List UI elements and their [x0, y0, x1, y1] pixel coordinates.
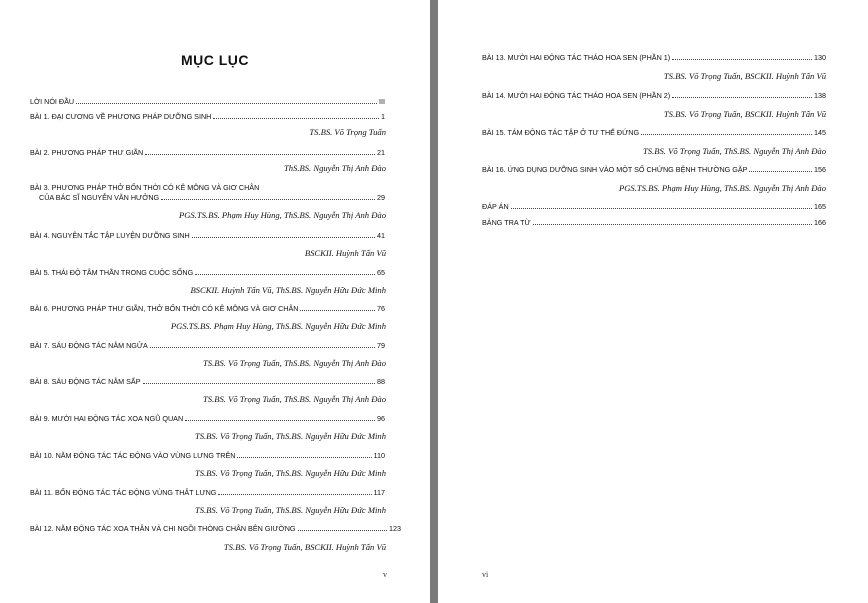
dot-leader: [195, 273, 375, 275]
toc-entry-title: BÀI 4. NGUYÊN TẮC TẬP LUYỆN DƯỠNG SINH: [30, 231, 190, 240]
toc-entry-bai-12[interactable]: [30, 524, 401, 533]
toc-author: TS.BS. Võ Trọng Tuấn, ThS.BS. Nguyễn Hữu Đức Minh: [194, 505, 386, 515]
toc-entry-title: BÀI 16. ỨNG DỤNG DƯỠNG SINH VÀO MỘT SỐ CHỨNG BỆNH THƯỜNG GẶP: [482, 165, 748, 174]
toc-entry-page: 79: [377, 341, 385, 350]
dot-leader: [641, 133, 812, 135]
toc-author: TS.BS. Võ Trọng Tuấn, BSCKII. Huỳnh Tấn Vũ: [663, 109, 826, 119]
toc-entry-bai-13[interactable]: [482, 53, 826, 62]
dot-leader: [143, 382, 375, 384]
toc-entry-title: BÀI 10. NĂM ĐỘNG TÁC TÁC ĐỘNG VÀO VÙNG LƯNG TRÊN: [30, 451, 236, 460]
toc-entry-page: 21: [377, 148, 385, 157]
toc-entry-bai-6[interactable]: [30, 304, 385, 313]
toc-entry-title: BÀI 15. TÁM ĐỘNG TÁC TẬP Ở TƯ THẾ ĐỨNG: [482, 128, 640, 137]
dot-leader: [300, 309, 375, 311]
dot-leader: [672, 96, 812, 98]
toc-entry-page: 165: [814, 202, 826, 211]
dot-leader: [161, 198, 375, 200]
toc-heading: MỤC LỤC: [180, 52, 250, 68]
toc-entry-page: 156: [814, 165, 826, 174]
toc-entry-bai-1[interactable]: [30, 112, 385, 121]
toc-entry-bai-8[interactable]: [30, 377, 385, 386]
toc-entry-bai-16[interactable]: [482, 165, 826, 174]
toc-entry-title: BÀI 3. PHƯƠNG PHÁP THỞ BỐN THỜI CÓ KÊ MÔNG VÀ GIƠ CHÂN: [30, 183, 260, 192]
dot-leader: [672, 58, 812, 60]
dot-leader: [150, 346, 375, 348]
toc-entry-page: 138: [814, 91, 826, 100]
dot-leader: [185, 419, 375, 421]
toc-entry-page: 117: [373, 488, 385, 497]
page-number: vi: [482, 570, 489, 579]
toc-author: PGS.TS.BS. Phạm Huy Hùng, ThS.BS. Nguyễn Thị Anh Đào: [178, 210, 386, 220]
toc-author: BSCKII. Huỳnh Tấn Vũ: [304, 248, 386, 258]
toc-entry-bai-4[interactable]: [30, 231, 385, 240]
toc-entry-title: ĐÁP ÁN: [482, 202, 509, 211]
dot-leader: [749, 170, 812, 172]
left-page: [0, 0, 430, 603]
toc-entry-title: BÀI 11. BỐN ĐỘNG TÁC TÁC ĐỘNG VÙNG THẮT LƯNG: [30, 488, 217, 497]
toc-entry-title: BÀI 9. MƯỜI HAI ĐỘNG TÁC XOA NGŨ QUAN: [30, 414, 184, 423]
toc-entry-page: 29: [377, 192, 385, 202]
toc-entry-title: BẢNG TRA TỪ: [482, 218, 531, 227]
toc-entry-bai-2[interactable]: [30, 148, 385, 157]
toc-entry-page: 130: [814, 53, 826, 62]
toc-author: TS.BS. Võ Trọng Tuấn, BSCKII. Huỳnh Tấn Vũ: [223, 542, 386, 552]
toc-author: BSCKII. Huỳnh Tấn Vũ, ThS.BS. Nguyễn Hữu Đức Minh: [190, 285, 386, 295]
page-gutter: [430, 0, 438, 603]
toc-entry-bai-14[interactable]: [482, 91, 826, 100]
toc-entry-title: BÀI 7. SÁU ĐỘNG TÁC NẰM NGỬA: [30, 341, 148, 350]
dot-leader: [145, 153, 375, 155]
dot-leader: [298, 529, 387, 531]
dot-leader: [76, 102, 377, 104]
toc-entry-title: BÀI 12. NĂM ĐỘNG TÁC XOA THÂN VÀ CHI NGỒI THÒNG CHÂN BÊN GIƯỜNG: [30, 524, 296, 533]
dot-leader: [511, 207, 812, 209]
toc-entry-title: BÀI 6. PHƯƠNG PHÁP THƯ GIÃN, THỞ BỐN THỜI CÓ KÊ MÔNG VÀ GIƠ CHÂN: [30, 304, 299, 313]
dot-leader: [192, 236, 375, 238]
right-page: [438, 0, 868, 603]
toc-author: PGS.TS.BS. Phạm Huy Hùng, ThS.BS. Nguyễn Thị Anh Đào: [618, 183, 826, 193]
toc-entry-page: 41: [377, 231, 385, 240]
toc-entry-title: BÀI 5. THÁI ĐỘ TÂM THẦN TRONG CUỘC SỐNG: [30, 268, 194, 277]
toc-entry-page: 76: [377, 304, 385, 313]
toc-entry-page: 65: [377, 268, 385, 277]
page-number: v: [383, 570, 387, 579]
toc-entry-bai-10[interactable]: [30, 451, 385, 460]
toc-entry-title: LỜI NÓI ĐẦU: [30, 97, 75, 106]
toc-entry-title: BÀI 2. PHƯƠNG PHÁP THƯ GIÃN: [30, 148, 144, 157]
toc-entry-title: BÀI 1. ĐẠI CƯƠNG VỀ PHƯƠNG PHÁP DƯỠNG SINH: [30, 112, 212, 121]
toc-entry-bai-5[interactable]: [30, 268, 385, 277]
toc-entry-bai-7[interactable]: [30, 341, 385, 350]
toc-entry-bai-3[interactable]: [30, 183, 385, 202]
toc-author: PGS.TS.BS. Phạm Huy Hùng, ThS.BS. Nguyễn Hữu Đức Minh: [170, 321, 386, 331]
toc-author: TS.BS. Võ Trọng Tuấn, ThS.BS. Nguyễn Hữu Đức Minh: [194, 431, 386, 441]
toc-entry-page: 96: [377, 414, 385, 423]
toc-entry-page: 1: [381, 112, 385, 121]
toc-entry-page: 88: [377, 377, 385, 386]
toc-author: ThS.BS. Nguyễn Thị Anh Đào: [283, 163, 386, 173]
toc-author: TS.BS. Võ Trọng Tuấn, BSCKII. Huỳnh Tấn Vũ: [663, 71, 826, 81]
toc-entry-title: BÀI 8. SÁU ĐỘNG TÁC NẰM SẤP: [30, 377, 141, 386]
toc-entry-page: III: [379, 97, 385, 106]
toc-author: TS.BS. Võ Trọng Tuấn, ThS.BS. Nguyễn Thị Anh Đào: [203, 394, 386, 404]
toc-entry-page: 145: [814, 128, 826, 137]
toc-author: TS.BS. Võ Trọng Tuấn: [309, 127, 386, 137]
toc-entry-title: BÀI 14. MƯỜI HAI ĐỘNG TÁC THÁO HOA SEN (PHẦN 2): [482, 91, 671, 100]
toc-author: TS.BS. Võ Trọng Tuấn, ThS.BS. Nguyễn Thị Anh Đào: [643, 146, 826, 156]
toc-entry-preface[interactable]: [30, 97, 385, 106]
toc-entry-page: 110: [373, 451, 385, 460]
toc-author: TS.BS. Võ Trọng Tuấn, ThS.BS. Nguyễn Thị Anh Đào: [203, 358, 386, 368]
dot-leader: [218, 493, 371, 495]
toc-entry-glossary[interactable]: [482, 218, 826, 227]
toc-entry-page: 166: [814, 218, 826, 227]
dot-leader: [213, 117, 379, 119]
toc-entry-bai-9[interactable]: [30, 414, 385, 423]
toc-entry-bai-11[interactable]: [30, 488, 385, 497]
toc-entry-answers[interactable]: [482, 202, 826, 211]
dot-leader: [533, 223, 812, 225]
dot-leader: [237, 456, 371, 458]
toc-entry-page: 123: [389, 524, 401, 533]
toc-entry-title: BÀI 13. MƯỜI HAI ĐỘNG TÁC THÁO HOA SEN (PHẦN 1): [482, 53, 671, 62]
toc-author: TS.BS. Võ Trọng Tuấn, ThS.BS. Nguyễn Hữu Đức Minh: [194, 468, 386, 478]
toc-entry-title-line2: CỦA BÁC SĨ NGUYỄN VĂN HƯỞNG: [39, 192, 160, 202]
toc-entry-bai-15[interactable]: [482, 128, 826, 137]
